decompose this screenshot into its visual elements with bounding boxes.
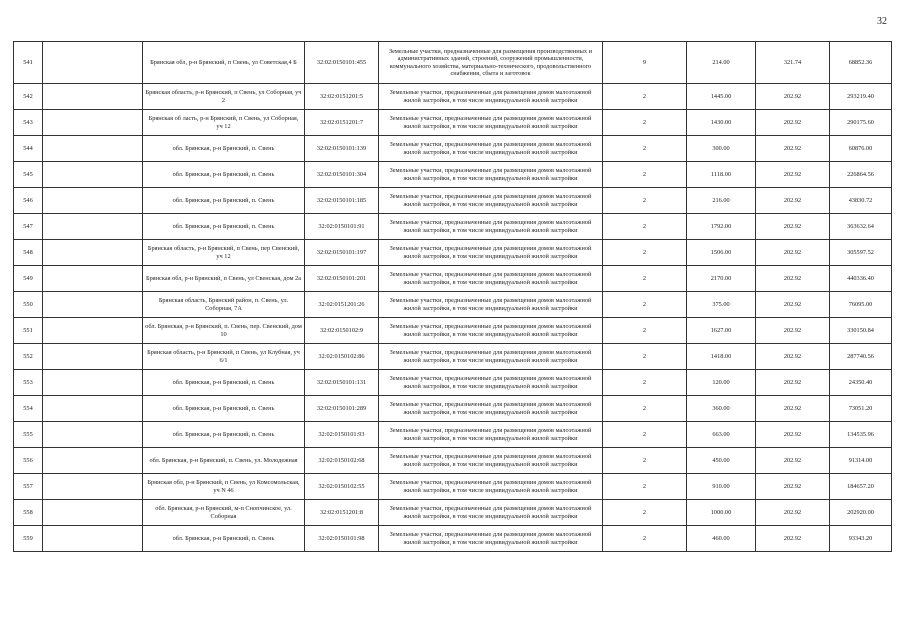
row-number-cell: 547	[14, 214, 43, 240]
category-cell: 2	[603, 110, 687, 136]
category-cell: 2	[603, 84, 687, 110]
address-cell: обл. Брянская, р-н Брянский, п. Свень	[143, 162, 305, 188]
address-cell: Брянская область, р-н Брянский, п Свень, ул Клубная, уч 6/1	[143, 344, 305, 370]
unit-price-cell: 202.92	[756, 396, 830, 422]
cadastral-value-cell: 76095.00	[830, 292, 892, 318]
category-cell: 2	[603, 526, 687, 552]
unit-price-cell: 202.92	[756, 448, 830, 474]
address-cell: Брянская область, р-н Брянский, п Свень, пер Свенский, уч 12	[143, 240, 305, 266]
empty-cell	[43, 448, 143, 474]
table-row	[14, 370, 892, 396]
land-use-cell: Земельные участки, предназначенные для размещения домов малоэтажной жилой застройки, в том числе индивидуальной жилой застройки	[379, 448, 603, 474]
page-number: 32	[877, 16, 887, 27]
cadastral-number-cell: 32:02:0151201:8	[305, 500, 379, 526]
empty-cell	[43, 266, 143, 292]
cadastral-number-cell: 32:02:0150101:304	[305, 162, 379, 188]
category-cell: 2	[603, 422, 687, 448]
land-use-cell: Земельные участки, предназначенные для размещения домов малоэтажной жилой застройки, в том числе индивидуальной жилой застройки	[379, 422, 603, 448]
address-cell: обл. Брянская, р-н Брянский, п. Свень, ул. Молодежная	[143, 448, 305, 474]
area-cell: 460.00	[687, 526, 756, 552]
table-row	[14, 448, 892, 474]
cadastral-value-cell: 134535.96	[830, 422, 892, 448]
cadastral-number-cell: 32:02:0150101:98	[305, 526, 379, 552]
cadastral-value-cell: 290175.60	[830, 110, 892, 136]
category-cell: 2	[603, 266, 687, 292]
row-number-cell: 542	[14, 84, 43, 110]
category-cell: 9	[603, 42, 687, 84]
land-use-cell: Земельные участки, предназначенные для размещения домов малоэтажной жилой застройки, в том числе индивидуальной жилой застройки	[379, 474, 603, 500]
cadastral-value-cell: 60876.00	[830, 136, 892, 162]
unit-price-cell: 202.92	[756, 162, 830, 188]
land-use-cell: Земельные участки, предназначенные для размещения домов малоэтажной жилой застройки, в том числе индивидуальной жилой застройки	[379, 370, 603, 396]
row-number-cell: 558	[14, 500, 43, 526]
row-number-cell: 559	[14, 526, 43, 552]
area-cell: 1506.00	[687, 240, 756, 266]
row-number-cell: 551	[14, 318, 43, 344]
empty-cell	[43, 162, 143, 188]
table-row	[14, 110, 892, 136]
row-number-cell: 553	[14, 370, 43, 396]
unit-price-cell: 202.92	[756, 110, 830, 136]
land-use-cell: Земельные участки, предназначенные для размещения домов малоэтажной жилой застройки, в том числе индивидуальной жилой застройки	[379, 318, 603, 344]
area-cell: 120.00	[687, 370, 756, 396]
area-cell: 1418.00	[687, 344, 756, 370]
category-cell: 2	[603, 136, 687, 162]
area-cell: 1792.00	[687, 214, 756, 240]
row-number-cell: 549	[14, 266, 43, 292]
land-plot-table	[13, 41, 892, 552]
address-cell: Брянская об ласть, р-н Брянский, п Свень, ул Соборная, уч 12	[143, 110, 305, 136]
category-cell: 2	[603, 474, 687, 500]
row-number-cell: 548	[14, 240, 43, 266]
cadastral-number-cell: 32:02:0150102:68	[305, 448, 379, 474]
category-cell: 2	[603, 344, 687, 370]
category-cell: 2	[603, 370, 687, 396]
table-row	[14, 526, 892, 552]
land-use-cell: Земельные участки, предназначенные для размещения домов малоэтажной жилой застройки, в том числе индивидуальной жилой застройки	[379, 136, 603, 162]
area-cell: 663.00	[687, 422, 756, 448]
address-cell: обл. Брянская, р-н Брянский, п. Свень	[143, 526, 305, 552]
cadastral-number-cell: 32:02:0150101:185	[305, 188, 379, 214]
area-cell: 214.00	[687, 42, 756, 84]
cadastral-number-cell: 32:02:0150101:139	[305, 136, 379, 162]
category-cell: 2	[603, 240, 687, 266]
table-row	[14, 84, 892, 110]
category-cell: 2	[603, 214, 687, 240]
unit-price-cell: 202.92	[756, 240, 830, 266]
category-cell: 2	[603, 318, 687, 344]
unit-price-cell: 202.92	[756, 500, 830, 526]
category-cell: 2	[603, 188, 687, 214]
row-number-cell: 543	[14, 110, 43, 136]
land-use-cell: Земельные участки, предназначенные для размещения домов малоэтажной жилой застройки, в том числе индивидуальной жилой застройки	[379, 526, 603, 552]
cadastral-value-cell: 330150.84	[830, 318, 892, 344]
table-row	[14, 188, 892, 214]
table-body	[14, 42, 892, 552]
empty-cell	[43, 42, 143, 84]
cadastral-value-cell: 287740.56	[830, 344, 892, 370]
land-use-cell: Земельные участки, предназначенные для размещения производственных и административных зданий, строений, сооружений промышленности, коммунального хозяйства, материально-технического, продовольственного снабжения, сбыта и заготовок	[379, 42, 603, 84]
land-use-cell: Земельные участки, предназначенные для размещения домов малоэтажной жилой застройки, в том числе индивидуальной жилой застройки	[379, 188, 603, 214]
land-use-cell: Земельные участки, предназначенные для размещения домов малоэтажной жилой застройки, в том числе индивидуальной жилой застройки	[379, 396, 603, 422]
category-cell: 2	[603, 500, 687, 526]
cadastral-number-cell: 32:02:0150101:93	[305, 422, 379, 448]
empty-cell	[43, 136, 143, 162]
empty-cell	[43, 318, 143, 344]
cadastral-value-cell: 24350.40	[830, 370, 892, 396]
cadastral-number-cell: 32:02:0151201:26	[305, 292, 379, 318]
cadastral-value-cell: 363632.64	[830, 214, 892, 240]
cadastral-value-cell: 43830.72	[830, 188, 892, 214]
unit-price-cell: 202.92	[756, 266, 830, 292]
table-row	[14, 474, 892, 500]
unit-price-cell: 202.92	[756, 136, 830, 162]
area-cell: 450.00	[687, 448, 756, 474]
land-use-cell: Земельные участки, предназначенные для размещения домов малоэтажной жилой застройки, в том числе индивидуальной жилой застройки	[379, 500, 603, 526]
empty-cell	[43, 240, 143, 266]
address-cell: обл. Брянская, р-н Брянский, п. Свень	[143, 214, 305, 240]
table-row	[14, 292, 892, 318]
empty-cell	[43, 396, 143, 422]
address-cell: Брянская обл, р-н Брянский, п Свень, ул Свенская, дом 2а	[143, 266, 305, 292]
table-row	[14, 162, 892, 188]
table-row	[14, 318, 892, 344]
empty-cell	[43, 84, 143, 110]
area-cell: 1627.00	[687, 318, 756, 344]
table-row	[14, 396, 892, 422]
cadastral-number-cell: 32:02:0150102:55	[305, 474, 379, 500]
cadastral-value-cell: 202920.00	[830, 500, 892, 526]
row-number-cell: 550	[14, 292, 43, 318]
empty-cell	[43, 188, 143, 214]
unit-price-cell: 202.92	[756, 318, 830, 344]
empty-cell	[43, 526, 143, 552]
area-cell: 1000.00	[687, 500, 756, 526]
land-use-cell: Земельные участки, предназначенные для размещения домов малоэтажной жилой застройки, в том числе индивидуальной жилой застройки	[379, 110, 603, 136]
table-row	[14, 266, 892, 292]
area-cell: 2170.00	[687, 266, 756, 292]
address-cell: обл. Брянская, р-н Брянский, п. Свень	[143, 396, 305, 422]
area-cell: 910.00	[687, 474, 756, 500]
land-use-cell: Земельные участки, предназначенные для размещения домов малоэтажной жилой застройки, в том числе индивидуальной жилой застройки	[379, 162, 603, 188]
cadastral-value-cell: 440336.40	[830, 266, 892, 292]
unit-price-cell: 202.92	[756, 474, 830, 500]
empty-cell	[43, 214, 143, 240]
unit-price-cell: 202.92	[756, 84, 830, 110]
land-use-cell: Земельные участки, предназначенные для размещения домов малоэтажной жилой застройки, в том числе индивидуальной жилой застройки	[379, 84, 603, 110]
address-cell: Брянская область, р-н Брянский, п Свень, ул Соборная, уч 2	[143, 84, 305, 110]
empty-cell	[43, 344, 143, 370]
cadastral-number-cell: 32:02:0151201:7	[305, 110, 379, 136]
unit-price-cell: 202.92	[756, 370, 830, 396]
empty-cell	[43, 500, 143, 526]
empty-cell	[43, 110, 143, 136]
land-use-cell: Земельные участки, предназначенные для размещения домов малоэтажной жилой застройки, в том числе индивидуальной жилой застройки	[379, 266, 603, 292]
cadastral-number-cell: 32:02:0150101:91	[305, 214, 379, 240]
table-row	[14, 214, 892, 240]
cadastral-value-cell: 293219.40	[830, 84, 892, 110]
land-use-cell: Земельные участки, предназначенные для размещения домов малоэтажной жилой застройки, в том числе индивидуальной жилой застройки	[379, 214, 603, 240]
area-cell: 1430.00	[687, 110, 756, 136]
unit-price-cell: 202.92	[756, 526, 830, 552]
row-number-cell: 557	[14, 474, 43, 500]
table-row	[14, 42, 892, 84]
row-number-cell: 554	[14, 396, 43, 422]
address-cell: обл. Брянская, р-н Брянский, п. Свень, пер. Свенский, дом 10	[143, 318, 305, 344]
cadastral-value-cell: 91314.00	[830, 448, 892, 474]
area-cell: 360.00	[687, 396, 756, 422]
address-cell: обл. Брянская, р-н Брянский, п. Свень	[143, 188, 305, 214]
category-cell: 2	[603, 448, 687, 474]
table-row	[14, 344, 892, 370]
table-row	[14, 422, 892, 448]
area-cell: 216.00	[687, 188, 756, 214]
cadastral-value-cell: 93343.20	[830, 526, 892, 552]
category-cell: 2	[603, 396, 687, 422]
cadastral-number-cell: 32:02:0150101:131	[305, 370, 379, 396]
empty-cell	[43, 292, 143, 318]
table-row	[14, 136, 892, 162]
unit-price-cell: 202.92	[756, 214, 830, 240]
unit-price-cell: 202.92	[756, 344, 830, 370]
land-use-cell: Земельные участки, предназначенные для размещения домов малоэтажной жилой застройки, в том числе индивидуальной жилой застройки	[379, 240, 603, 266]
cadastral-value-cell: 184657.20	[830, 474, 892, 500]
unit-price-cell: 202.92	[756, 292, 830, 318]
area-cell: 375.00	[687, 292, 756, 318]
cadastral-number-cell: 32:02:0150101:197	[305, 240, 379, 266]
address-cell: Брянская область, Брянский район, п. Свень, ул. Соборная, 7А	[143, 292, 305, 318]
address-cell: Брянская обл, р-н Брянский, п Свень, ул Комсомольская, уч N 46	[143, 474, 305, 500]
area-cell: 1445.00	[687, 84, 756, 110]
address-cell: обл. Брянская, р-н Брянский, м-п Снопчинское, ул. Соборная	[143, 500, 305, 526]
table-row	[14, 500, 892, 526]
cadastral-value-cell: 68852.36	[830, 42, 892, 84]
address-cell: обл. Брянская, р-н Брянский, п. Свень	[143, 370, 305, 396]
empty-cell	[43, 474, 143, 500]
unit-price-cell: 321.74	[756, 42, 830, 84]
category-cell: 2	[603, 162, 687, 188]
row-number-cell: 556	[14, 448, 43, 474]
cadastral-value-cell: 73051.20	[830, 396, 892, 422]
row-number-cell: 544	[14, 136, 43, 162]
cadastral-number-cell: 32:02:0150101:289	[305, 396, 379, 422]
cadastral-value-cell: 305597.52	[830, 240, 892, 266]
cadastral-number-cell: 32:02:0150101:455	[305, 42, 379, 84]
address-cell: Брянская обл, р-н Брянский, п Свень, ул Советская,4 Б	[143, 42, 305, 84]
row-number-cell: 541	[14, 42, 43, 84]
category-cell: 2	[603, 292, 687, 318]
cadastral-number-cell: 32:02:0150102:86	[305, 344, 379, 370]
land-use-cell: Земельные участки, предназначенные для размещения домов малоэтажной жилой застройки, в том числе индивидуальной жилой застройки	[379, 344, 603, 370]
address-cell: обл. Брянская, р-н Брянский, п. Свень	[143, 136, 305, 162]
address-cell: обл. Брянская, р-н Брянский, п. Свень	[143, 422, 305, 448]
cadastral-number-cell: 32:02:0150102:9	[305, 318, 379, 344]
row-number-cell: 545	[14, 162, 43, 188]
cadastral-number-cell: 32:02:0150101:201	[305, 266, 379, 292]
land-use-cell: Земельные участки, предназначенные для размещения домов малоэтажной жилой застройки, в том числе индивидуальной жилой застройки	[379, 292, 603, 318]
cadastral-number-cell: 32:02:0151201:5	[305, 84, 379, 110]
empty-cell	[43, 370, 143, 396]
unit-price-cell: 202.92	[756, 422, 830, 448]
unit-price-cell: 202.92	[756, 188, 830, 214]
row-number-cell: 555	[14, 422, 43, 448]
row-number-cell: 552	[14, 344, 43, 370]
area-cell: 300.00	[687, 136, 756, 162]
area-cell: 1118.00	[687, 162, 756, 188]
cadastral-value-cell: 226864.56	[830, 162, 892, 188]
row-number-cell: 546	[14, 188, 43, 214]
empty-cell	[43, 422, 143, 448]
table-row	[14, 240, 892, 266]
